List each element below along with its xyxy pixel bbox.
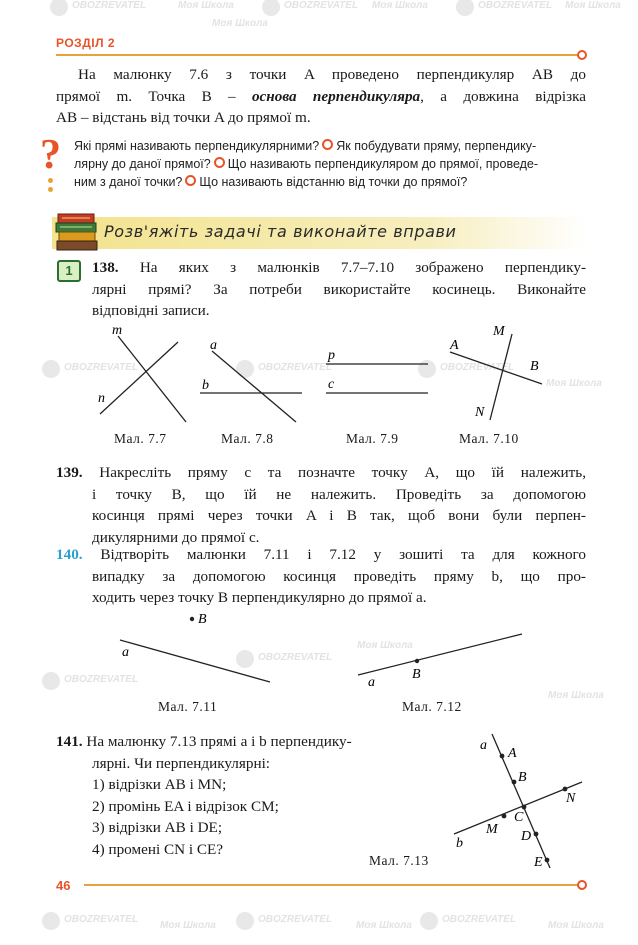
question: Що називають перпендикуляром до прямої, проведе- (227, 157, 539, 171)
question-mark-icon: ? (40, 132, 61, 178)
watermark: Моя Школа (548, 920, 604, 931)
bullet-circle-icon (214, 157, 225, 168)
header-rule (56, 48, 590, 62)
figure-7-12 (358, 634, 522, 690)
caption-7-9: Мал. 7.9 (346, 431, 399, 446)
intro-line: AB – відстань від точки A до прямої m. (56, 109, 311, 126)
task-139: 139. Накресліть пряму c та позначте точку A, що їй належить, і точку B, що їй не належить. Проведіть за допомогою косинця прямі через точки A і B так, щоб вони були перпен- дикулярними до прямої c. (56, 464, 586, 546)
label-B: B (518, 770, 527, 785)
question: Як побудувати пряму, перпендику- (336, 139, 537, 153)
watermark: OBOZREVATEL (478, 0, 553, 11)
watermark: OBOZREVATEL (258, 652, 333, 663)
watermark: OBOZREVATEL (440, 362, 515, 373)
label-B: B (412, 667, 421, 682)
watermark: OBOZREVATEL (258, 914, 333, 925)
footer-rule (84, 878, 590, 892)
level-badge: 1 (57, 260, 81, 282)
figure-7-13 (446, 730, 596, 872)
label-m: m (112, 323, 123, 338)
task-140: 140. Відтворіть малюнки 7.11 і 7.12 у зошиті та для кожного випадку за допомогою косинця проведіть пряму b, що про- ходить через точку B перпендикулярно до прямої a. (56, 546, 586, 606)
figure-7-9 (326, 348, 428, 393)
label-M: M (486, 822, 498, 837)
figure-7-11 (120, 612, 270, 682)
watermark: Моя Школа (357, 640, 413, 651)
watermark: Моя Школа (212, 18, 268, 29)
bullet-circle-icon (322, 139, 333, 150)
label-A: A (508, 746, 517, 761)
watermark: OBOZREVATEL (284, 0, 359, 11)
watermark: Моя Школа (546, 378, 602, 389)
caption-7-12: Мал. 7.12 (402, 699, 462, 714)
caption-7-11: Мал. 7.11 (158, 699, 218, 714)
label-C: C (514, 810, 524, 825)
label-b: b (456, 836, 463, 851)
label-a: a (210, 338, 217, 353)
figure-7-10 (449, 324, 542, 420)
figure-7-8 (200, 338, 302, 422)
watermark: Моя Школа (372, 0, 428, 11)
section-label: РОЗДІЛ 2 (56, 36, 116, 50)
label-N: N (566, 791, 576, 806)
watermark: OBOZREVATEL (258, 362, 333, 373)
watermark: Моя Школа (356, 920, 412, 931)
watermark: Моя Школа (565, 0, 621, 11)
label-D: D (521, 829, 532, 844)
figure-7-7 (98, 323, 186, 422)
question: Що називають відстанню від точки до прямої? (199, 175, 468, 189)
label-c: c (328, 377, 335, 392)
label-E: E (534, 855, 543, 870)
watermark: OBOZREVATEL (64, 914, 139, 925)
page-number: 46 (56, 878, 71, 893)
caption-7-10: Мал. 7.10 (459, 431, 519, 446)
dots-icon (48, 178, 54, 192)
caption-7-13: Мал. 7.13 (369, 853, 429, 868)
label-a: a (122, 645, 129, 660)
label-a: a (368, 675, 375, 690)
bullet-circle-icon (185, 175, 196, 186)
watermark: OBOZREVATEL (72, 0, 147, 11)
label-p: p (328, 348, 335, 363)
label-n: n (98, 391, 105, 406)
watermark: Моя Школа (160, 920, 216, 931)
watermark: Моя Школа (548, 690, 604, 701)
label-M: M (493, 324, 505, 339)
task-138: 138. На яких з малюнків 7.7–7.10 зображено перпендику- лярні прямі? За потреби використайте косинець. Виконайте відповідні записи. (92, 259, 587, 319)
label-B: B (530, 359, 539, 374)
caption-7-7: Мал. 7.7 (114, 431, 167, 446)
review-questions: Які прямі називають перпендикулярними? Як побудувати пряму, перпендику- лярну до даної прямої? Що називають перпендикуляром до прямої, проведе- ним з даної точки? Що називають відстанню від точки до прямої? (74, 139, 539, 189)
label-B: B (198, 612, 207, 627)
question: Які прямі називають перпендикулярними? (74, 139, 320, 153)
intro-paragraph (56, 64, 586, 129)
label-b: b (202, 378, 209, 393)
label-N: N (475, 405, 485, 420)
intro-line: На малюнку 7.6 з точки A проведено перпендикуляр AB до (78, 66, 586, 83)
label-A: A (450, 338, 459, 353)
banner-title: Розв'яжіть задачі та виконайте вправи (104, 222, 457, 241)
watermark: Моя Школа (178, 0, 234, 11)
books-icon (54, 210, 102, 252)
watermark: OBOZREVATEL (64, 362, 139, 373)
task-141: 141. На малюнку 7.13 прямі a і b перпендику- лярні. Чи перпендикулярні: 1) відрізки AB і MN; 2) промінь EA і відрізок CM; 3) відрізки AB і DE; 4) промені CN і CE? (56, 733, 352, 858)
intro-line: прямої m. Точка B – основа перпендикуляра, а довжина відрізка (56, 87, 587, 105)
label-a: a (480, 738, 487, 753)
watermark: OBOZREVATEL (442, 914, 517, 925)
figures-row-2 (100, 606, 540, 696)
watermark: OBOZREVATEL (64, 674, 139, 685)
caption-7-8: Мал. 7.8 (221, 431, 274, 446)
